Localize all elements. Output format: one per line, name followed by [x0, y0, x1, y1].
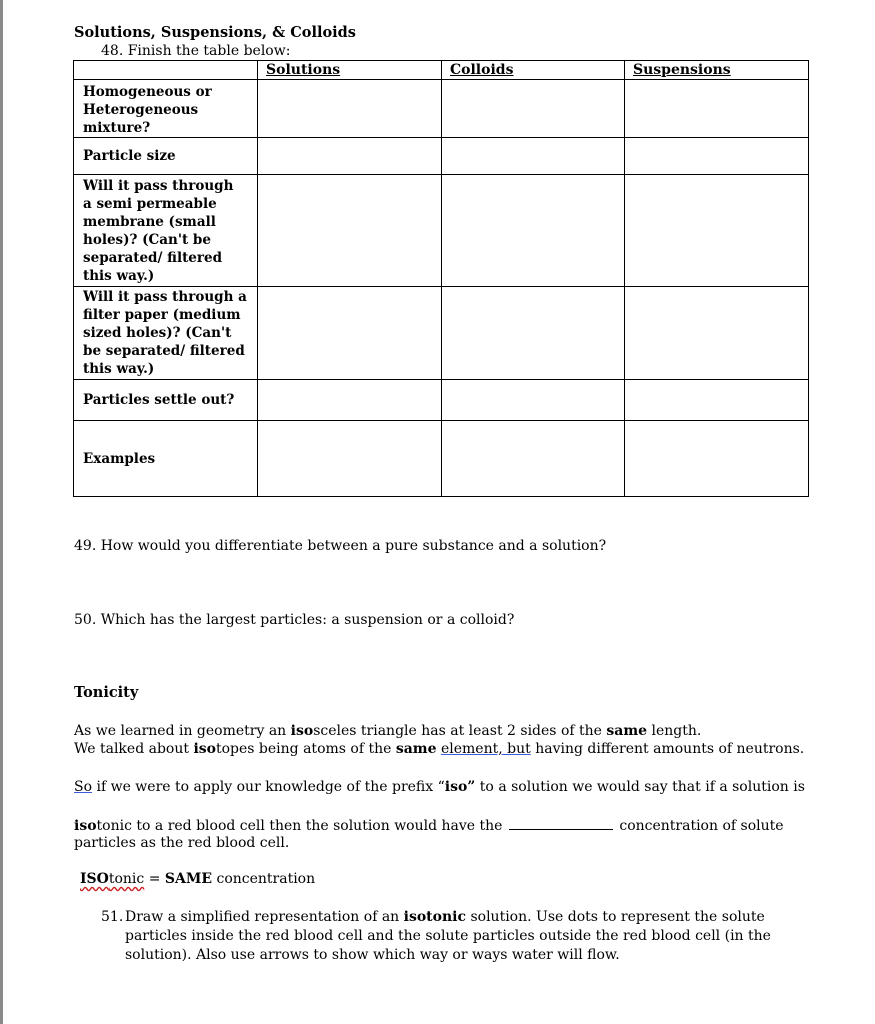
answer-cell[interactable]	[442, 138, 625, 175]
answer-cell[interactable]	[258, 380, 442, 421]
header-empty-cell	[74, 61, 258, 80]
section-title: Solutions, Suspensions, & Colloids	[74, 24, 356, 41]
table-row	[74, 80, 809, 138]
row-label-settle-out: Particles settle out?	[74, 380, 258, 421]
isosceles-sentence: As we learned in geometry an isosceles triangle has at least 2 sides of the same length.	[74, 723, 702, 739]
row-label-mixture-type: Homogeneous or Heterogeneous mixture?	[74, 80, 258, 138]
table-row	[74, 175, 809, 287]
answer-cell[interactable]	[258, 287, 442, 380]
answer-cell[interactable]	[442, 421, 625, 497]
answer-cell[interactable]	[442, 175, 625, 287]
table-row	[74, 287, 809, 380]
header-colloids: Colloids	[442, 61, 625, 80]
isotonic-definition: ISOtonic = SAME concentration	[80, 871, 316, 887]
answer-cell[interactable]	[625, 380, 809, 421]
row-label-semi-permeable: Will it pass through a semi permeable membrane (small holes)? (Can't be separated/ filtered this way.)	[74, 175, 258, 287]
answer-cell[interactable]	[625, 421, 809, 497]
header-suspensions: Suspensions	[625, 61, 809, 80]
table-row	[74, 380, 809, 421]
row-label-particle-size: Particle size	[74, 138, 258, 175]
answer-cell[interactable]	[258, 138, 442, 175]
table-row	[74, 421, 809, 497]
question-48-instruction: 48. Finish the table below:	[101, 43, 291, 59]
table-header-row	[74, 61, 809, 80]
answer-cell[interactable]	[625, 80, 809, 138]
question-51: 51. Draw a simplified representation of an isotonic solution. Use dots to represent the solute particles inside the red blood cell and the solute particles outside the red blood cell (in the solution). Also use arrows to show which way or ways water will flow.	[101, 909, 771, 963]
answer-cell[interactable]	[625, 175, 809, 287]
question-50: 50. Which has the largest particles: a suspension or a colloid?	[74, 612, 515, 628]
header-solutions: Solutions	[258, 61, 442, 80]
fill-in-blank[interactable]	[509, 816, 613, 830]
table-row	[74, 138, 809, 175]
answer-cell[interactable]	[442, 380, 625, 421]
row-label-examples: Examples	[74, 421, 258, 497]
answer-cell[interactable]	[625, 287, 809, 380]
tonicity-heading: Tonicity	[74, 684, 139, 701]
answer-cell[interactable]	[258, 421, 442, 497]
isotonic-fill-sentence: isotonic to a red blood cell then the solution would have the concentration of solute	[74, 818, 784, 834]
page-left-edge	[0, 0, 3, 1024]
answer-cell[interactable]	[442, 287, 625, 380]
answer-cell[interactable]	[258, 80, 442, 138]
prefix-sentence: So if we were to apply our knowledge of the prefix “iso” to a solution we would say that if a solution is	[74, 779, 805, 795]
isotonic-fill-sentence-cont: particles as the red blood cell.	[74, 835, 290, 851]
row-label-filter-paper: Will it pass through a filter paper (medium sized holes)? (Can't be separated/ filtered this way.)	[74, 287, 258, 380]
comparison-table	[73, 60, 809, 497]
isotopes-sentence: We talked about isotopes being atoms of the same element, but having different amounts of neutrons.	[74, 741, 805, 757]
question-49: 49. How would you differentiate between a pure substance and a solution?	[74, 538, 607, 554]
answer-cell[interactable]	[258, 175, 442, 287]
answer-cell[interactable]	[442, 80, 625, 138]
answer-cell[interactable]	[625, 138, 809, 175]
